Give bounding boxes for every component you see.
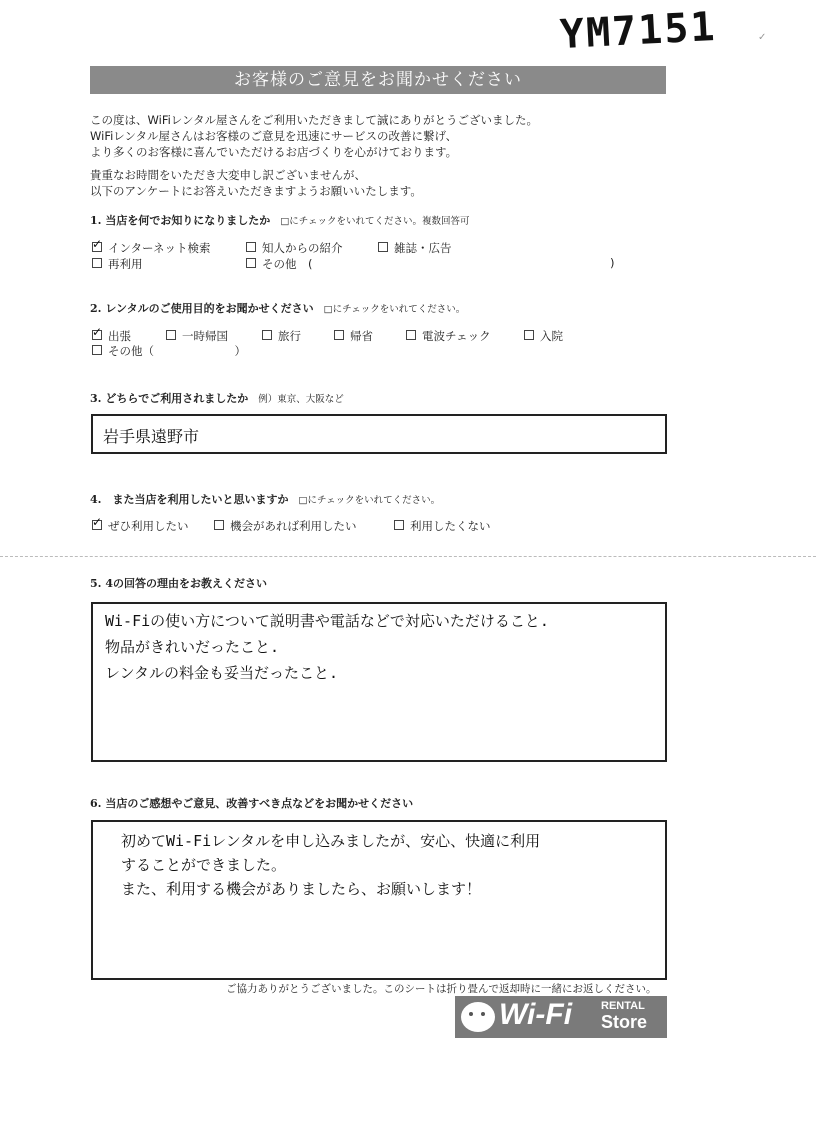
q2-option-hospital[interactable]: [524, 328, 563, 344]
q2-title: [90, 300, 465, 316]
wifi-rental-store-logo: [455, 996, 667, 1038]
logo-sub-text: Store: [601, 1012, 648, 1032]
q5-title-text: 5. 4の回答の理由をお教えください: [90, 577, 267, 590]
checkbox[interactable]: [406, 330, 416, 340]
q2-option-homecoming[interactable]: [166, 328, 228, 344]
q2-option-signal-check[interactable]: [406, 328, 491, 344]
q6-answer-line: また、利用する機会がありましたら、お願いします！: [121, 880, 482, 898]
q5-answer-line: 物品がきれいだったこと.: [105, 638, 280, 656]
q1-note: □にチェックをいれてください。複数回答可: [280, 216, 470, 227]
q1-option-other[interactable]: [246, 256, 313, 272]
option-label: 機会があれば利用したい: [230, 519, 357, 533]
q5-answer-box[interactable]: [91, 602, 667, 762]
option-label: 一時帰国: [182, 329, 228, 343]
q6-answer-box[interactable]: [91, 820, 667, 980]
q4-title-text: 4. また当店を利用したいと思いますか: [90, 493, 289, 506]
q6-answer-line: することができました。: [121, 856, 287, 874]
q3-note: 例）東京、大阪など: [258, 394, 344, 405]
q2-option-travel[interactable]: [262, 328, 301, 344]
q2-note: □にチェックをいれてください。: [323, 304, 466, 315]
q1-option-referral[interactable]: [246, 240, 343, 256]
intro-paragraph-2: [90, 167, 422, 199]
option-label: 再利用: [108, 257, 143, 271]
q1-option-magazine[interactable]: [378, 240, 452, 256]
checkbox[interactable]: [166, 330, 176, 340]
q4-option-no[interactable]: [394, 518, 491, 534]
intro-line: 貴重なお時間をいただき大変申し訳ございませんが、: [90, 168, 366, 182]
option-label: 出張: [108, 329, 131, 343]
checkbox[interactable]: [92, 258, 102, 268]
option-label: 利用したくない: [410, 519, 491, 533]
intro-line: より多くのお客様に喜んでいただけるお店づくりを心がけております。: [90, 145, 458, 159]
pen-mark: ✓: [758, 32, 767, 43]
intro-line: この度は、WiFiレンタル屋さんをご利用いただきまして誠にありがとうございました。: [90, 113, 539, 127]
option-label: 入院: [540, 329, 563, 343]
q1-other-close: ): [610, 256, 615, 270]
checkbox[interactable]: [378, 242, 388, 252]
q4-title: [90, 491, 440, 507]
mascot-icon: [461, 1002, 495, 1032]
q1-title-text: 1. 当店を何でお知りになりましたか: [90, 214, 271, 227]
option-label: 電波チェック: [422, 329, 491, 343]
q3-answer-box[interactable]: [91, 414, 667, 454]
option-label: 知人からの紹介: [262, 241, 343, 255]
q5-answer-line: レンタルの料金も妥当だったこと.: [105, 664, 339, 682]
logo-sub-text: RENTAL: [601, 1000, 645, 1012]
checkbox[interactable]: [214, 520, 224, 530]
q6-answer-line: 初めてWi-Fiレンタルを申し込みましたが、安心、快適に利用: [121, 832, 541, 850]
q4-note: □にチェックをいれてください。: [298, 495, 441, 506]
q4-option-definitely[interactable]: [92, 518, 189, 534]
checkbox-checked[interactable]: [92, 242, 102, 252]
checkbox[interactable]: [524, 330, 534, 340]
option-label: その他 (: [262, 257, 313, 271]
q6-title-text: 6. 当店のご感想やご意見、改善すべき点などをお聞かせください: [90, 797, 414, 810]
q2-title-text: 2. レンタルのご使用目的をお聞かせください: [90, 302, 314, 315]
q1-option-internet[interactable]: [92, 240, 210, 256]
q3-answer: 岩手県遠野市: [103, 427, 200, 446]
page-title: お客様のご意見をお聞かせください: [90, 66, 666, 94]
footer-note: ご協力ありがとうございました。このシートは折り畳んで返却時に一緒にお返しください。: [226, 983, 657, 995]
q5-title: [90, 575, 267, 591]
intro-line: WiFiレンタル屋さんはお客様のご意見を迅速にサービスの改善に繋げ、: [90, 129, 458, 143]
intro-line: 以下のアンケートにお答えいただきますようお願いいたします。: [90, 184, 422, 198]
q2-option-other[interactable]: [92, 343, 246, 359]
q2-option-business[interactable]: [92, 328, 131, 344]
q4-option-maybe[interactable]: [214, 518, 357, 534]
intro-paragraph-1: [90, 112, 538, 160]
option-label: 帰省: [350, 329, 373, 343]
checkbox-checked[interactable]: [92, 520, 102, 530]
option-label: ぜひ利用したい: [108, 519, 189, 533]
checkbox[interactable]: [246, 258, 256, 268]
checkbox[interactable]: [92, 345, 102, 355]
checkbox[interactable]: [394, 520, 404, 530]
logo-main-text: Wi-Fi: [499, 998, 573, 1031]
checkbox[interactable]: [262, 330, 272, 340]
checkbox[interactable]: [334, 330, 344, 340]
q3-title: [90, 390, 344, 406]
checkbox-checked[interactable]: [92, 330, 102, 340]
q1-option-reuse[interactable]: [92, 256, 143, 272]
checkbox[interactable]: [246, 242, 256, 252]
fold-line: [0, 556, 816, 557]
option-label: 旅行: [278, 329, 301, 343]
q2-option-return[interactable]: [334, 328, 373, 344]
option-label: 雑誌・広告: [394, 241, 452, 255]
option-label: インターネット検索: [108, 241, 211, 255]
q1-title: [90, 212, 470, 228]
q6-title: [90, 795, 413, 811]
q3-title-text: 3. どちらでご利用されましたか: [90, 392, 249, 405]
serial-number: YM7151: [558, 3, 718, 59]
option-label: その他（ ）: [108, 344, 246, 358]
q5-answer-line: Wi-Fiの使い方について説明書や電話などで対応いただけること.: [105, 612, 549, 630]
